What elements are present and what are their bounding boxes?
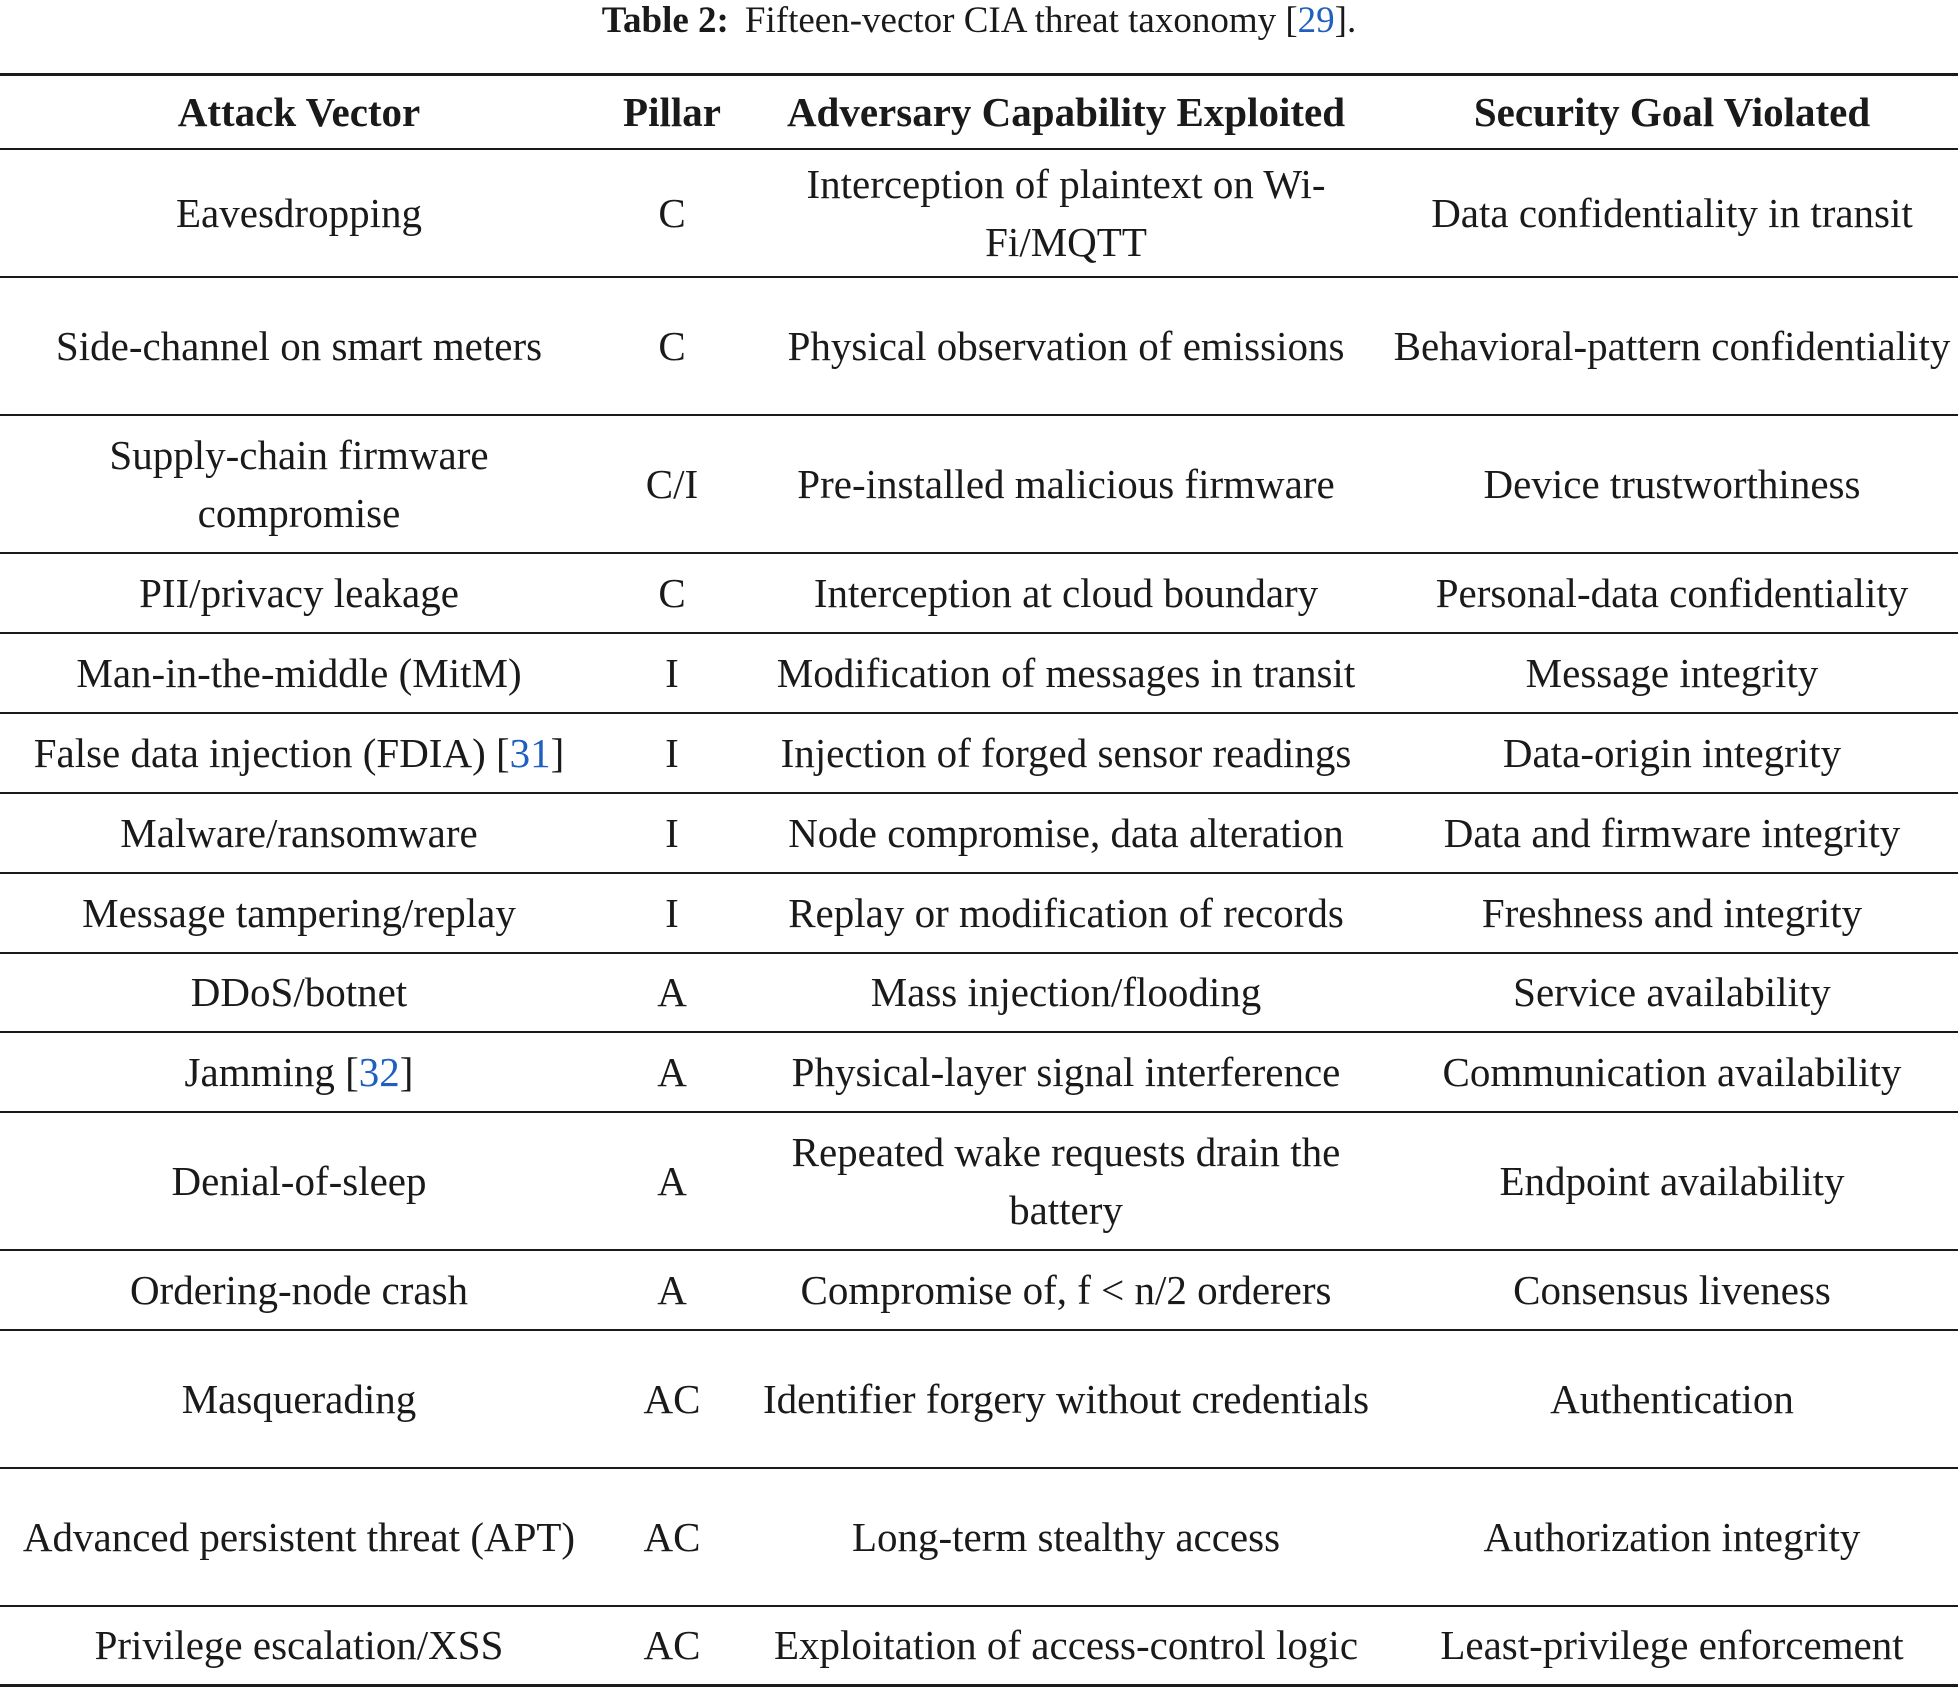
cell-security-goal: Personal-data confidentiality xyxy=(1386,553,1958,633)
cell-pillar: AC xyxy=(598,1330,746,1468)
table-header-row xyxy=(0,75,1958,149)
cell-capability: Identifier forgery without credentials xyxy=(746,1330,1386,1468)
cell-capability: Node compromise, data alteration xyxy=(746,793,1386,873)
vector-suffix: ] xyxy=(399,1048,414,1095)
cell-attack-vector: Advanced persistent threat (APT) xyxy=(0,1468,598,1606)
cell-attack-vector: Denial-of-sleep xyxy=(0,1112,598,1250)
cell-pillar: AC xyxy=(598,1468,746,1606)
threat-taxonomy-table xyxy=(0,73,1958,1687)
table-row xyxy=(0,1250,1958,1330)
cell-capability: Modification of messages in transit xyxy=(746,633,1386,713)
caption-label: Table 2: xyxy=(601,0,729,41)
cell-pillar: AC xyxy=(598,1606,746,1686)
cell-attack-vector: PII/privacy leakage xyxy=(0,553,598,633)
citation-link[interactable]: 32 xyxy=(358,1048,400,1095)
caption-text: Fifteen-vector CIA threat taxonomy [ xyxy=(744,0,1298,41)
cell-capability: Physical-layer signal interference xyxy=(746,1032,1386,1112)
cell-security-goal: Freshness and integrity xyxy=(1386,873,1958,953)
cell-pillar: I xyxy=(598,793,746,873)
table-row xyxy=(0,713,1958,793)
cell-capability: Pre-installed malicious firmware xyxy=(746,415,1386,553)
cell-pillar: I xyxy=(598,873,746,953)
table-row xyxy=(0,1468,1958,1606)
cell-attack-vector: Privilege escalation/XSS xyxy=(0,1606,598,1686)
vector-text: False data injection (FDIA) [ xyxy=(33,729,510,776)
table-row xyxy=(0,953,1958,1032)
cell-security-goal: Data-origin integrity xyxy=(1386,713,1958,793)
cell-security-goal: Authorization integrity xyxy=(1386,1468,1958,1606)
cell-pillar: A xyxy=(598,953,746,1032)
header-attack-vector: Attack Vector xyxy=(0,75,598,149)
table-row xyxy=(0,793,1958,873)
cell-security-goal: Least-privilege enforcement xyxy=(1386,1606,1958,1686)
cell-attack-vector xyxy=(0,713,598,793)
cell-attack-vector: DDoS/botnet xyxy=(0,953,598,1032)
header-pillar: Pillar xyxy=(598,75,746,149)
table-row xyxy=(0,415,1958,553)
cell-capability: Injection of forged sensor readings xyxy=(746,713,1386,793)
cell-security-goal: Device trustworthiness xyxy=(1386,415,1958,553)
cell-pillar: I xyxy=(598,713,746,793)
header-security-goal: Security Goal Violated xyxy=(1386,75,1958,149)
table-row xyxy=(0,553,1958,633)
cell-pillar: A xyxy=(598,1112,746,1250)
table-row xyxy=(0,633,1958,713)
cell-capability: Long-term stealthy access xyxy=(746,1468,1386,1606)
cell-attack-vector xyxy=(0,1032,598,1112)
cell-pillar: I xyxy=(598,633,746,713)
cell-capability: Mass injection/flooding xyxy=(746,953,1386,1032)
cell-security-goal: Behavioral-pattern confidentiality xyxy=(1386,277,1958,415)
cell-capability: Interception at cloud boundary xyxy=(746,553,1386,633)
caption-citation-link[interactable]: 29 xyxy=(1297,0,1335,41)
table-row xyxy=(0,1330,1958,1468)
caption-suffix: ]. xyxy=(1334,0,1357,41)
cell-security-goal: Endpoint availability xyxy=(1386,1112,1958,1250)
table-row xyxy=(0,277,1958,415)
cell-pillar: C xyxy=(598,277,746,415)
cell-security-goal: Data confidentiality in transit xyxy=(1386,149,1958,277)
cell-capability: Repeated wake requests drain the battery xyxy=(746,1112,1386,1250)
vector-suffix: ] xyxy=(550,729,565,776)
cell-pillar: C xyxy=(598,149,746,277)
cell-pillar: A xyxy=(598,1250,746,1330)
cell-pillar: C xyxy=(598,553,746,633)
cell-security-goal: Communication availability xyxy=(1386,1032,1958,1112)
header-adversary-capability: Adversary Capability Exploited xyxy=(746,75,1386,149)
cell-capability: Interception of plaintext on Wi-Fi/MQTT xyxy=(746,149,1386,277)
cell-attack-vector: Side-channel on smart meters xyxy=(0,277,598,415)
cell-pillar: A xyxy=(598,1032,746,1112)
cell-attack-vector: Man-in-the-middle (MitM) xyxy=(0,633,598,713)
table-row xyxy=(0,149,1958,277)
citation-link[interactable]: 31 xyxy=(509,729,551,776)
table-row xyxy=(0,873,1958,953)
cell-attack-vector: Malware/ransomware xyxy=(0,793,598,873)
cell-security-goal: Service availability xyxy=(1386,953,1958,1032)
table-row xyxy=(0,1032,1958,1112)
cell-capability: Compromise of, f < n/2 orderers xyxy=(746,1250,1386,1330)
table-row xyxy=(0,1112,1958,1250)
cell-security-goal: Message integrity xyxy=(1386,633,1958,713)
cell-capability: Replay or modification of records xyxy=(746,873,1386,953)
cell-attack-vector: Eavesdropping xyxy=(0,149,598,277)
cell-attack-vector: Message tampering/replay xyxy=(0,873,598,953)
cell-attack-vector: Ordering-node crash xyxy=(0,1250,598,1330)
cell-attack-vector: Supply-chain firmware compromise xyxy=(0,415,598,553)
cell-security-goal: Data and firmware integrity xyxy=(1386,793,1958,873)
table-caption xyxy=(0,0,1958,46)
cell-security-goal: Consensus liveness xyxy=(1386,1250,1958,1330)
cell-capability: Exploitation of access-control logic xyxy=(746,1606,1386,1686)
cell-attack-vector: Masquerading xyxy=(0,1330,598,1468)
cell-security-goal: Authentication xyxy=(1386,1330,1958,1468)
cell-capability: Physical observation of emissions xyxy=(746,277,1386,415)
vector-text: Jamming [ xyxy=(184,1048,359,1095)
cell-pillar: C/I xyxy=(598,415,746,553)
table-row xyxy=(0,1606,1958,1686)
